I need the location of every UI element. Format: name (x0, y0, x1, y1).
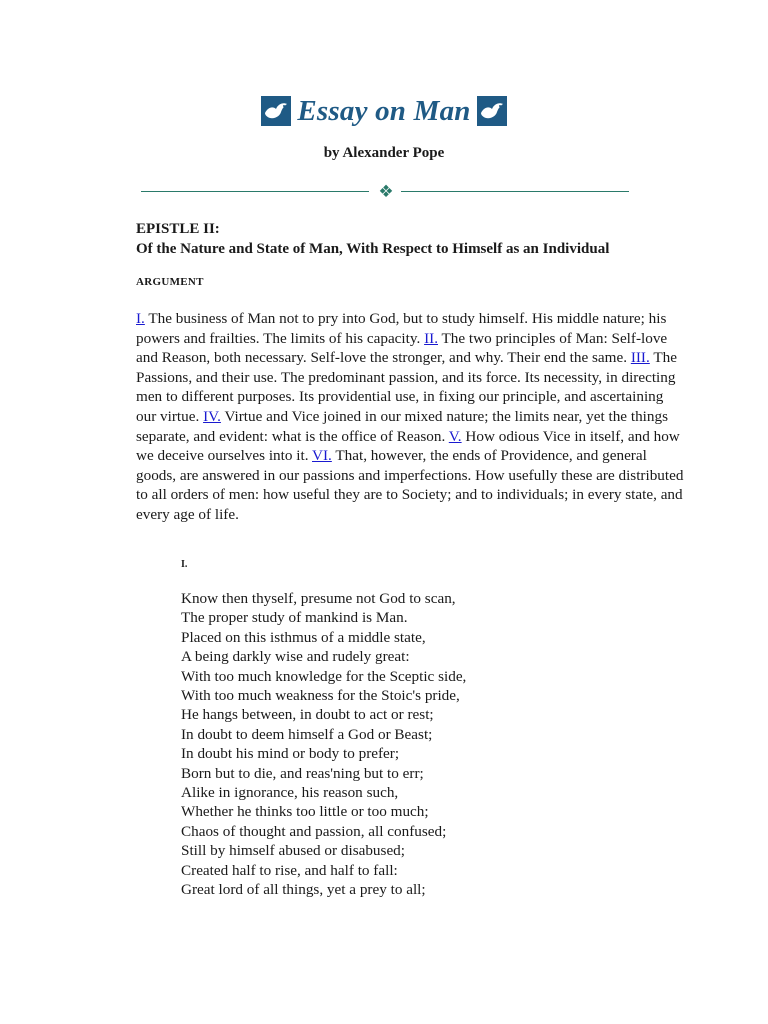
poem-line: Still by himself abused or disabused; (181, 842, 405, 860)
diamond-ornament-icon: ❖ (378, 182, 394, 202)
argument-text-3: The Passions, and their use. The predominant passion, and its force. Its necessity, in directing men to different purposes. Its providential use, in fixing our principle, and ascertaining our virtue. (136, 349, 677, 425)
poem-line: Great lord of all things, yet a prey to all; (181, 881, 426, 899)
poem-stanza (181, 589, 681, 900)
poem-line: Chaos of thought and passion, all confused; (181, 822, 447, 840)
poem-line: With too much weakness for the Stoic's pride, (181, 687, 460, 705)
section-link-4[interactable]: IV. (203, 407, 221, 425)
argument-paragraph (136, 309, 684, 525)
argument-text-5: How odious Vice in itself, and how we deceive ourselves into it. (136, 427, 680, 465)
poem-line: Placed on this isthmus of a middle state, (181, 628, 426, 646)
poem-line: He hangs between, in doubt to act or rest; (181, 706, 434, 724)
page-title: Essay on Man (297, 94, 471, 127)
argument-text-4: Virtue and Vice joined in our mixed nature; the limits near, yet the things separate, and evident: what is the office of Reason. (136, 407, 668, 445)
epistle-heading (136, 219, 736, 259)
poem-line: Know then thyself, presume not God to scan, (181, 590, 456, 607)
divider-line-right (401, 191, 629, 192)
poem-line: The proper study of mankind is Man. (181, 609, 408, 627)
poem-line: Whether he thinks too little or too much; (181, 803, 429, 821)
poem-line: A being darkly wise and rudely great: (181, 648, 410, 666)
poem-line: In doubt to deem himself a God or Beast; (181, 725, 433, 743)
title-row (0, 86, 768, 136)
section-link-5[interactable]: V. (448, 427, 462, 445)
poem-line: Born but to die, and reas'ning but to err; (181, 764, 424, 782)
argument-text-6: That, however, the ends of Providence, and general goods, are answered in our passions and imperfections. How usefully these are distributed to all orders of men: how useful they are to Society; and to individuals; in every state, and every age of life. (136, 447, 684, 523)
poem-line: In doubt his mind or body to prefer; (181, 745, 400, 763)
section-link-3[interactable]: III. (630, 349, 650, 367)
argument-label: ARGUMENT (136, 276, 204, 288)
ornamental-divider (141, 182, 629, 202)
section-link-6[interactable]: VI. (312, 447, 332, 465)
argument-text-2: The two principles of Man: Self-love and Reason, both necessary. Self-love the stronger, and why. Their end the same. (136, 329, 668, 367)
section-label: I. (181, 559, 188, 570)
poem-line: With too much knowledge for the Sceptic side, (181, 667, 467, 685)
section-link-1[interactable]: I. (136, 310, 145, 327)
argument-text-1: The business of Man not to pry into God, but to study himself. His middle nature; his powers and frailties. The limits of his capacity. (136, 310, 667, 347)
bird-icon (261, 96, 291, 126)
epistle-number: EPISTLE II: (136, 221, 220, 237)
poem-line: Created half to rise, and half to fall: (181, 861, 398, 879)
epistle-subtitle: Of the Nature and State of Man, With Respect to Himself as an Individual (136, 241, 610, 257)
bird-icon (477, 96, 507, 126)
poem-line: Alike in ignorance, his reason such, (181, 784, 399, 802)
section-link-2[interactable]: II. (424, 329, 438, 347)
divider-line-left (141, 191, 369, 192)
author-byline: by Alexander Pope (323, 145, 445, 161)
